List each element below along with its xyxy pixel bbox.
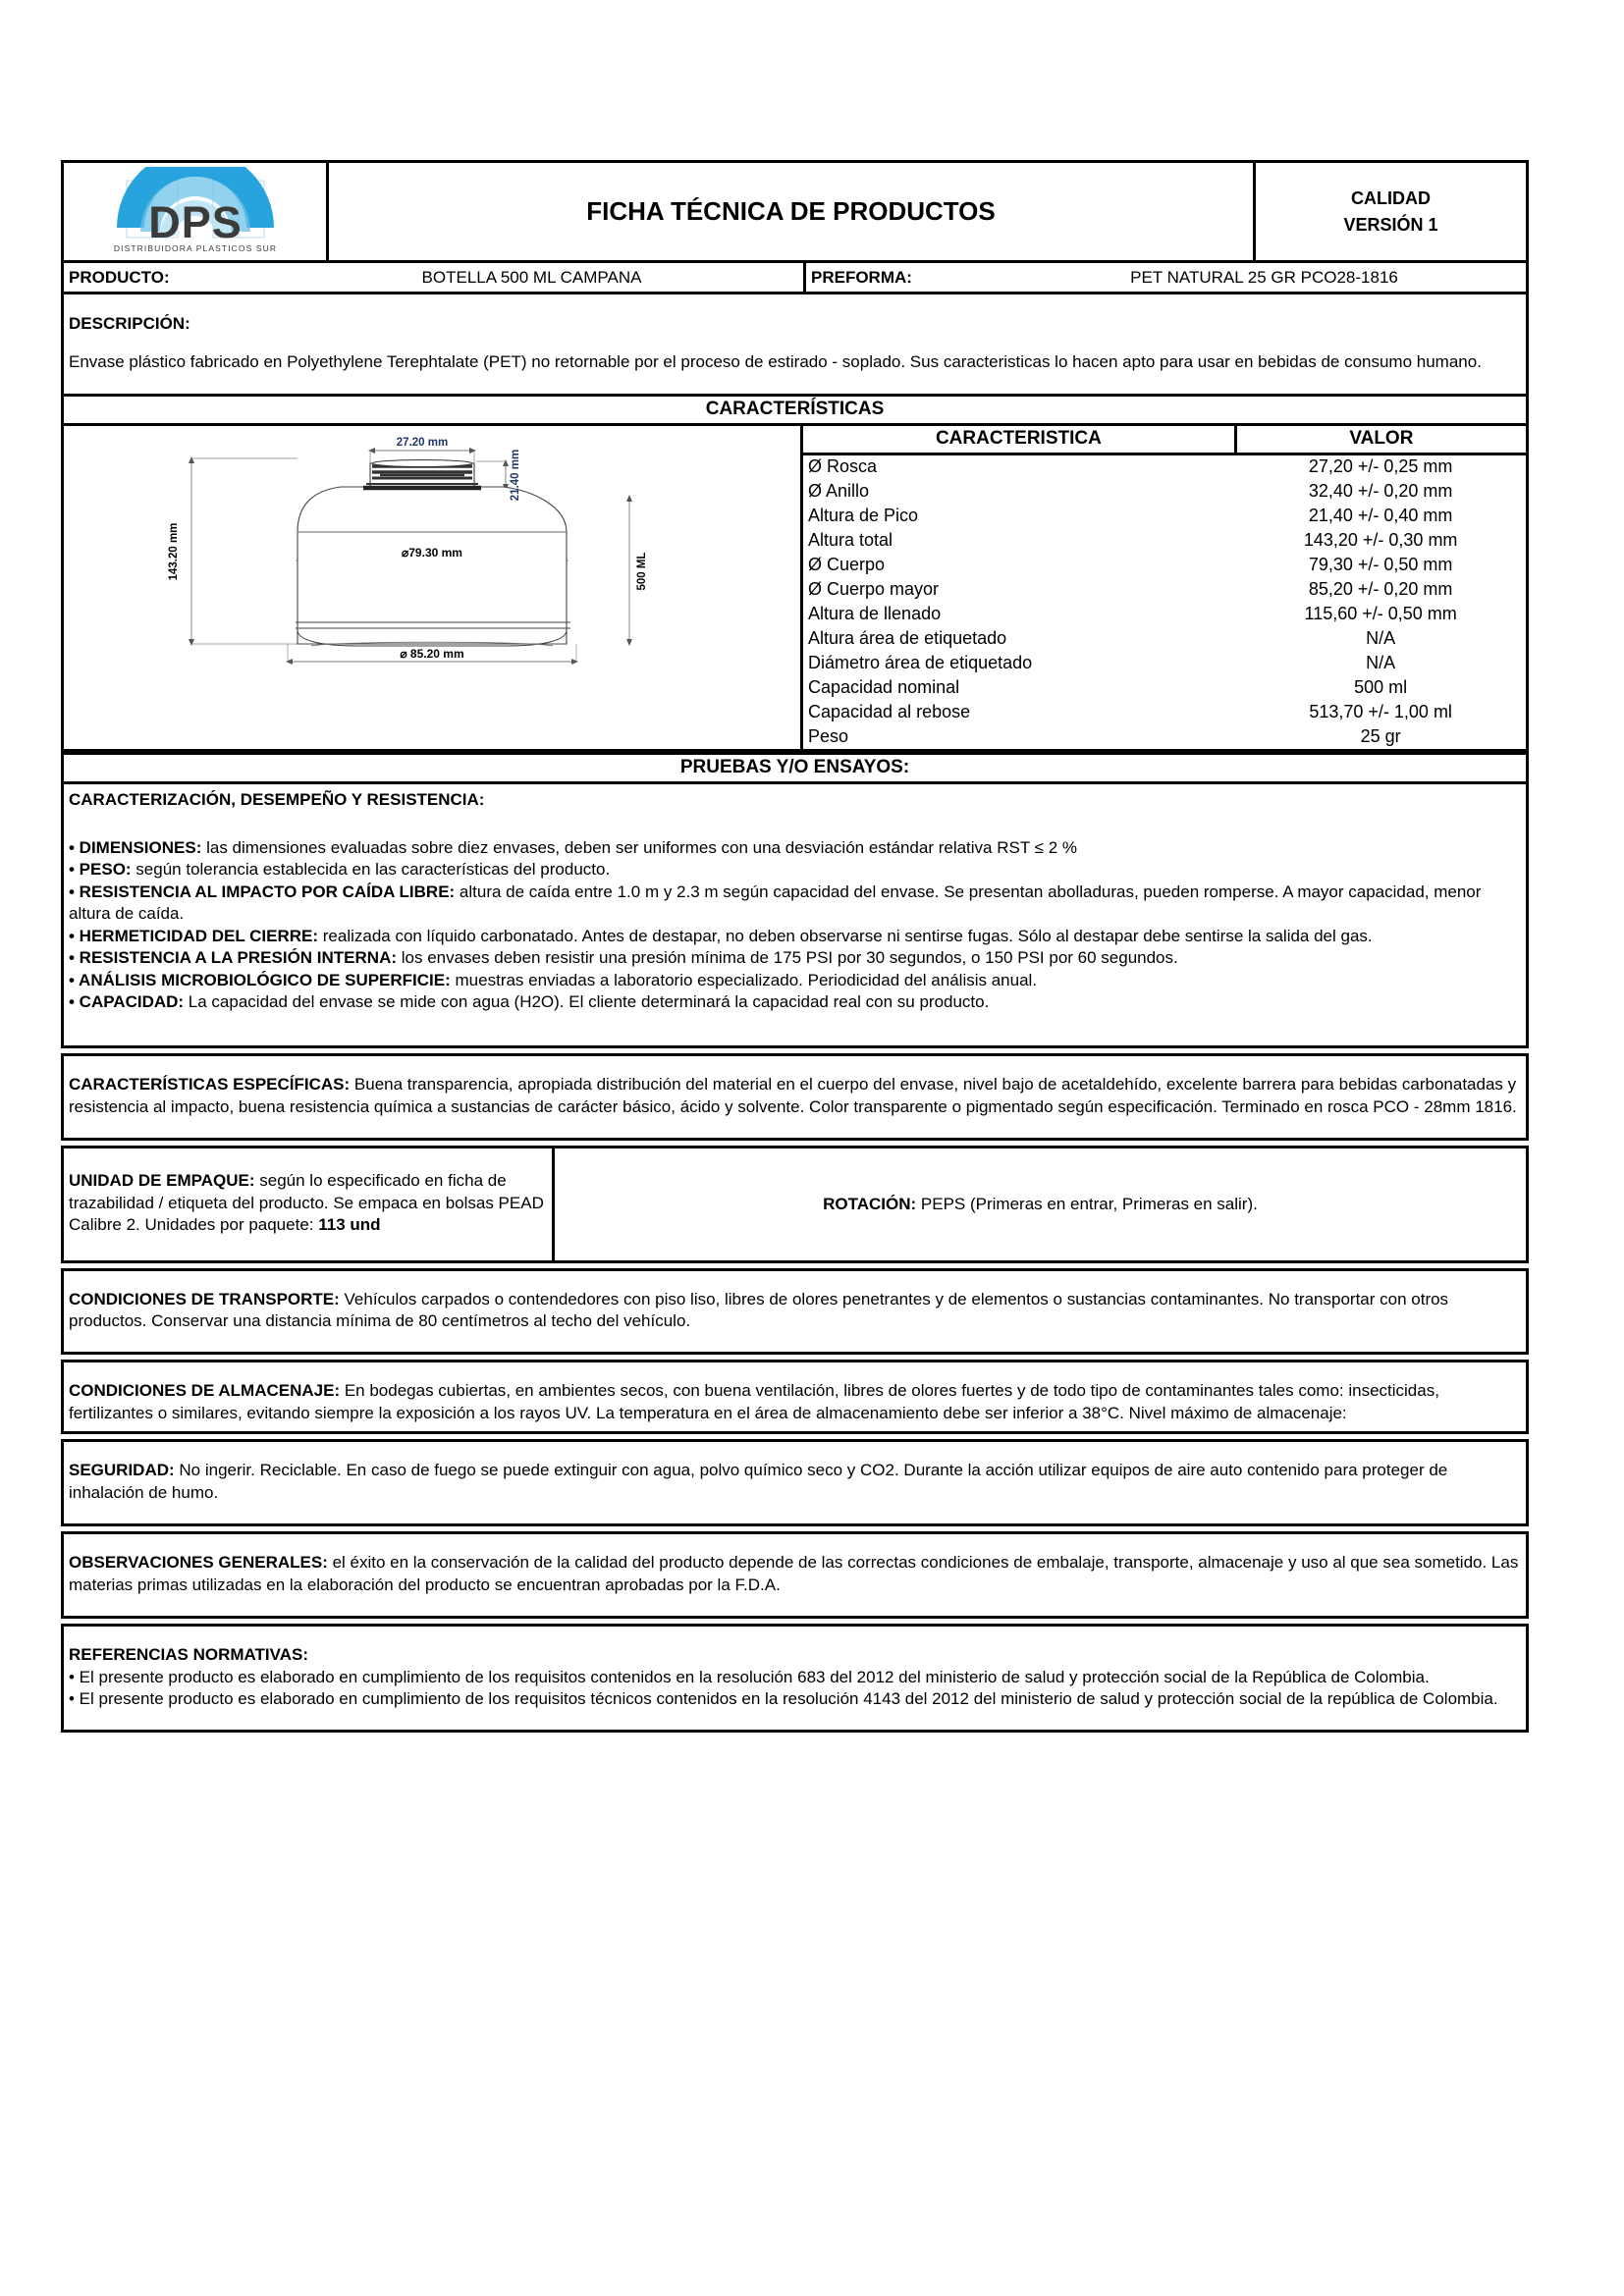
test-item-label: • ANÁLISIS MICROBIOLÓGICO DE SUPERFICIE: — [69, 970, 451, 989]
dps-logo — [97, 167, 294, 257]
tests-section — [61, 784, 1529, 1048]
references-label: REFERENCIAS NORMATIVAS: — [69, 1645, 308, 1665]
product-value: BOTELLA 500 ML CAMPANA — [421, 267, 642, 287]
page-title: FICHA TÉCNICA DE PRODUCTOS — [329, 163, 1256, 260]
dim-neck-label: 27.20 mm — [396, 437, 449, 450]
column-header-characteristic: CARACTERISTICA — [803, 426, 1235, 454]
test-item — [69, 991, 1519, 1013]
characteristic-name: Altura de llenado — [808, 603, 942, 623]
dim-body-label: ⌀79.30 mm — [402, 546, 462, 561]
test-item-text: según tolerancia establecida en las características del producto. — [131, 860, 611, 880]
characteristics-table-cell — [803, 426, 1526, 749]
rotation-cell — [555, 1148, 1526, 1259]
characteristics-table-body — [803, 454, 1526, 750]
observations-section — [61, 1531, 1529, 1619]
characteristic-name: Altura de Pico — [808, 506, 919, 526]
dim-base-label: ⌀ 85.20 mm — [400, 647, 464, 662]
table-row — [803, 505, 1526, 529]
tests-heading: CARACTERIZACIÓN, DESEMPEÑO Y RESISTENCIA: — [69, 790, 485, 810]
table-row — [803, 627, 1526, 652]
transport-label: CONDICIONES DE TRANSPORTE: — [69, 1289, 340, 1308]
company-logo-cell — [64, 163, 329, 260]
characteristic-value: 32,40 +/- 0,20 mm — [1308, 481, 1453, 502]
table-row — [803, 676, 1526, 701]
tests-banner: PRUEBAS Y/O ENSAYOS: — [61, 752, 1529, 784]
table-row — [803, 725, 1526, 750]
test-item-text: las dimensiones evaluadas sobre diez envases, deben ser uniformes con una desviación estándar relativa RST ≤ 2 % — [201, 837, 1077, 857]
test-item-label: • HERMETICIDAD DEL CIERRE: — [69, 926, 319, 945]
characteristic-value: 21,40 +/- 0,40 mm — [1308, 506, 1453, 526]
rotation-text: PEPS (Primeras en entrar, Primeras en salir). — [916, 1194, 1258, 1213]
characteristic-name: Altura total — [808, 530, 893, 550]
test-item — [69, 947, 1519, 969]
characteristic-value: 25 gr — [1360, 725, 1401, 746]
packaging-rotation-row — [61, 1146, 1529, 1262]
description-text: Envase plástico fabricado en Polyethylene Terephtalate (PET) no retornable por el proceso de estirado - soplado. Sus caracteristicas lo hacen apto para usar en bebidas de consumo humano. — [69, 352, 1482, 372]
test-item-text: altura de caída entre 1.0 m y 2.3 m según capacidad del envase. Se presentan abolladuras, pueden romperse. A mayor capacidad, menor altura de caída. — [69, 881, 1482, 924]
characteristics-section — [61, 426, 1529, 752]
preform-label: PREFORMA: — [811, 267, 912, 287]
test-item — [69, 970, 1519, 991]
test-item — [69, 859, 1519, 881]
table-row — [803, 603, 1526, 627]
preform-value: PET NATURAL 25 GR PCO28-1816 — [1130, 267, 1398, 287]
document-header — [61, 160, 1529, 263]
svg-text:DISTRIBUIDORA PLASTICOS SUR: DISTRIBUIDORA PLASTICOS SUR — [113, 242, 277, 253]
test-item-label: • PESO: — [69, 860, 132, 880]
characteristic-name: Altura área de etiquetado — [808, 627, 1007, 648]
bottle-technical-drawing — [64, 426, 803, 673]
test-item-label: • CAPACIDAD: — [69, 991, 185, 1011]
characteristics-banner: CARACTERÍSTICAS — [61, 397, 1529, 426]
characteristic-value: N/A — [1366, 652, 1396, 672]
table-row — [803, 529, 1526, 554]
characteristic-name: Ø Cuerpo mayor — [808, 578, 940, 599]
description-section — [61, 294, 1529, 397]
characteristics-table — [803, 426, 1526, 749]
transport-section — [61, 1268, 1529, 1356]
characteristic-name: Capacidad nominal — [808, 676, 960, 697]
product-label: PRODUCTO: — [69, 267, 170, 287]
specific-characteristics-section — [61, 1053, 1529, 1141]
storage-text: En bodegas cubiertas, en ambientes secos, con buena ventilación, libres de olores fuertes y de todo tipo de contaminantes tales como: insecticidas, fertilizantes o similares, evitando siempre la exposición a los rayos UV. La temperatura en el área de almacenamiento debe ser inferior a 38°C. Nivel máximo de almacenaje: — [69, 1381, 1439, 1422]
rotation-label: ROTACIÓN: — [823, 1194, 917, 1213]
dps-logo-icon — [97, 167, 294, 257]
packaging-text: según lo especificado en ficha de trazabilidad / etiqueta del producto. Se empaca en bolsas PEAD Calibre 2. Unidades por paquete: — [69, 1171, 544, 1235]
test-item-text: muestras enviadas a laboratorio especializado. Periodicidad del análisis anual. — [450, 970, 1038, 989]
table-header-row — [803, 426, 1526, 454]
table-row — [803, 652, 1526, 676]
characteristic-name: Peso — [808, 725, 849, 746]
bottle-drawing-cell — [64, 426, 803, 749]
safety-text: No ingerir. Reciclable. En caso de fuego se puede extinguir con agua, polvo químico seco y CO2. Durante la acción utilizar equipos de aire auto contenido para proteger de inhalación de humo. — [69, 1461, 1448, 1502]
packaging-unit-cell — [64, 1148, 555, 1259]
characteristic-value: 143,20 +/- 0,30 mm — [1303, 530, 1458, 550]
preform-group — [806, 268, 1526, 288]
safety-label: SEGURIDAD: — [69, 1461, 175, 1480]
test-item-label: • RESISTENCIA AL IMPACTO POR CAÍDA LIBRE: — [69, 881, 456, 901]
test-item-label: • RESISTENCIA A LA PRESIÓN INTERNA: — [69, 948, 398, 968]
storage-label: CONDICIONES DE ALMACENAJE: — [69, 1381, 341, 1401]
reference-item: • El presente producto es elaborado en cumplimiento de los requisitos contenidos en la resolución 683 del 2012 del ministerio de salud y protección social de la República de Colombia. — [69, 1667, 1430, 1686]
technical-datasheet — [61, 160, 1529, 1733]
svg-text:DPS: DPS — [147, 196, 243, 247]
test-item — [69, 837, 1519, 859]
reference-item: • El presente producto es elaborado en cumplimiento de los requisitos técnicos contenidos en la resolución 4143 del 2012 del ministerio de salud y protección social de la república de Colombia. — [69, 1688, 1498, 1708]
product-group — [64, 268, 803, 288]
characteristic-value: 513,70 +/- 1,00 ml — [1309, 701, 1452, 721]
characteristic-value: N/A — [1366, 627, 1396, 648]
table-row — [803, 554, 1526, 578]
header-meta — [1256, 163, 1526, 260]
table-row — [803, 578, 1526, 603]
characteristic-name: Ø Cuerpo — [808, 554, 886, 574]
product-row — [61, 263, 1529, 294]
dim-neck-height-label: 21.40 mm — [510, 449, 521, 502]
test-item-text: La capacidad del envase se mide con agua (H2O). El cliente determinará la capacidad real con su producto. — [184, 991, 990, 1011]
test-item-label: • DIMENSIONES: — [69, 837, 202, 857]
characteristic-name: Diámetro área de etiquetado — [808, 652, 1033, 672]
characteristic-name: Ø Rosca — [808, 456, 878, 477]
safety-section — [61, 1439, 1529, 1526]
test-item-text: realizada con líquido carbonatado. Antes de destapar, no deben observarse ni sentirse fugas. Sólo al destapar debe sentirse la salida del gas. — [318, 926, 1373, 945]
table-row — [803, 480, 1526, 505]
characteristic-name: Ø Anillo — [808, 481, 870, 502]
references-section — [61, 1624, 1529, 1733]
department-label: CALIDAD — [1351, 188, 1431, 209]
test-item-text: los envases deben resistir una presión mínima de 175 PSI por 30 segundos, o 150 PSI por 60 segundos. — [397, 948, 1178, 968]
table-row — [803, 701, 1526, 725]
column-header-value: VALOR — [1235, 426, 1526, 454]
test-item — [69, 881, 1519, 926]
dim-total-height-label: 143.20 mm — [168, 522, 180, 581]
characteristic-value: 85,20 +/- 0,20 mm — [1308, 578, 1453, 599]
observations-label: OBSERVACIONES GENERALES: — [69, 1553, 328, 1573]
dim-volume-label: 500 ML — [636, 552, 648, 591]
characteristic-value: 500 ml — [1354, 676, 1408, 697]
characteristic-name: Capacidad al rebose — [808, 701, 971, 721]
packaging-units: 113 und — [318, 1215, 381, 1235]
description-label: DESCRIPCIÓN: — [69, 314, 190, 333]
storage-section — [61, 1360, 1529, 1434]
characteristic-value: 79,30 +/- 0,50 mm — [1308, 554, 1453, 574]
specific-label: CARACTERÍSTICAS ESPECÍFICAS: — [69, 1075, 351, 1095]
observations-text: el éxito en la conservación de la calidad del producto depende de las correctas condiciones de embalaje, transporte, almacenaje y uso al que sea sometido. Las materias primas utilizadas en la elaboración del producto se encuentran aprobadas por la F.D.A. — [69, 1553, 1519, 1594]
characteristic-value: 115,60 +/- 0,50 mm — [1304, 603, 1457, 623]
specific-text: Buena transparencia, apropiada distribución del material en el cuerpo del envase, nivel bajo de acetaldehído, excelente barrera para bebidas carbonatadas y resistencia al impacto, buena resistencia química a sustancias de carácter básico, ácido y solvente. Color transparente o pigmentado según especificación. Terminado en rosca PCO - 28mm 1816. — [69, 1075, 1517, 1116]
characteristic-value: 27,20 +/- 0,25 mm — [1308, 456, 1453, 477]
packaging-label: UNIDAD DE EMPAQUE: — [69, 1171, 255, 1191]
transport-text: Vehículos carpados o contendedores con piso liso, libres de olores penetrantes y de elementos o sustancias contaminantes. No transportar con otros productos. Conservar una distancia mínima de 80 centímetros al techo del vehículo. — [69, 1289, 1449, 1330]
test-item — [69, 926, 1519, 947]
table-row — [803, 454, 1526, 480]
version-label: VERSIÓN 1 — [1343, 214, 1438, 235]
